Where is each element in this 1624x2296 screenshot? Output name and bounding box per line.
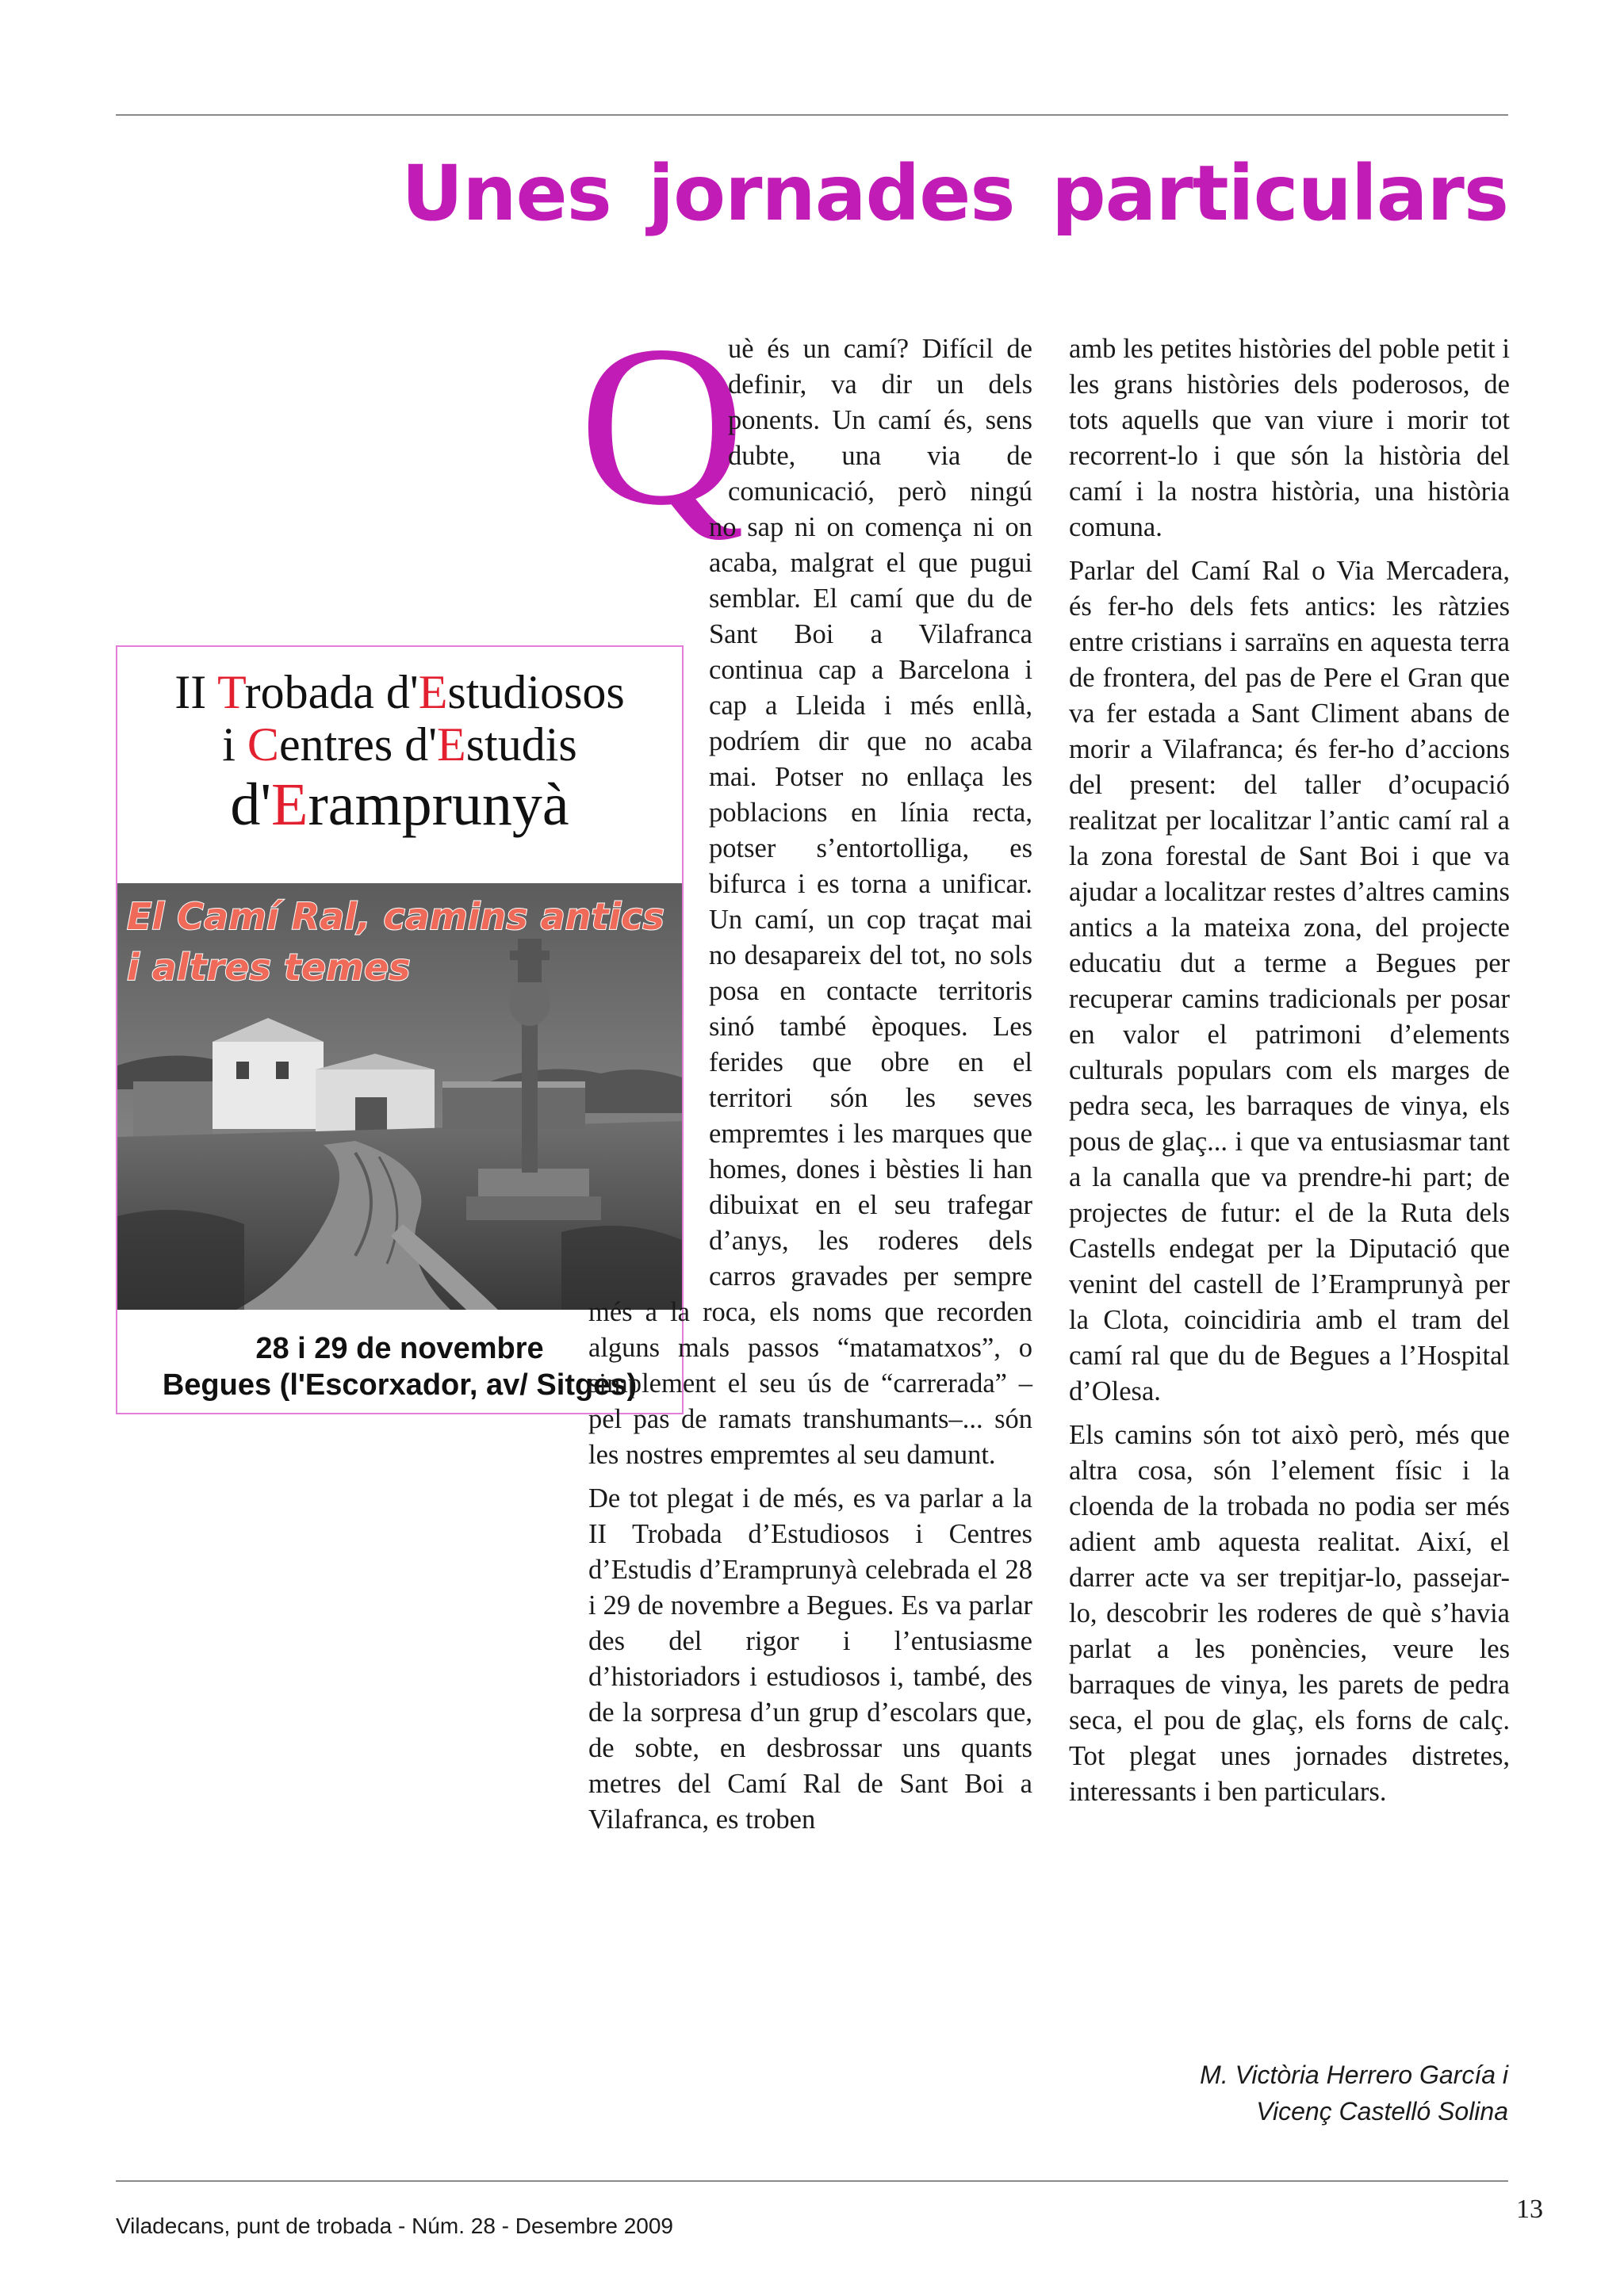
publication-footer: Viladecans, punt de trobada - Núm. 28 - Desembre 2009 — [116, 2214, 674, 2238]
drop-cap-spacer — [588, 331, 728, 498]
poster-title-initial: E — [418, 666, 448, 718]
poster-title-initial: E — [437, 718, 466, 771]
poster-venue: Begues (l'Escorxador, av/ Sitges) — [162, 1368, 638, 1402]
poster-title-text: studis — [465, 718, 577, 771]
poster-title-text: entres d' — [278, 718, 438, 771]
drop-cap: Q — [579, 298, 745, 553]
author-line: Vicenç Castelló Solina — [1256, 2097, 1508, 2126]
article-column-middle — [588, 331, 1032, 1838]
poster-title-text: robada d' — [244, 666, 419, 718]
poster-title-text: d' — [230, 771, 272, 838]
poster-subtitle-line: i altres temes — [127, 946, 411, 989]
article-signature — [1200, 2057, 1508, 2130]
poster-date: 28 i 29 de novembre — [255, 1332, 544, 1365]
article-paragraph: De tot plegat i de més, es va parlar a la II Trobada d’Estudiosos i Centres d’Estudis d’Eramprunyà celebrada el 28 i 29 de novembre a Begues. Es va parlar des del rigor i l’entusiasme d’historiadors i estudiosos i, també, des de la sorpresa d’un grup d’escolars que, de sobte, en desbrossar uns quants metres del Camí Ral de Sant Boi a Vilafranca, es troben — [588, 1483, 1032, 1835]
article-paragraph: Parlar del Camí Ral o Via Mercadera, és fer-ho dels fets antics: les ràtzies entre cristians i sarraïns en aquesta terra de frontera, del pas de Pere el Gran que va fer estada a Sant Climent abans de morir a Vilafranca; és fer-ho d’accions del present: del taller d’ocupació realitzat per localitzar l’antic camí ral a la zona forestal de Sant Boi i que va ajudar a localitzar restes d’altres camins antics a la mateixa zona, del projecte educatiu dut a terme a Begues per recuperar camins tradicionals per posar en valor el patrimoni d’elements culturals populars com els marges de pedra seca, les barraques de vinya, els pous de glaç... i que va entusiasmar tant a la canalla que va prendre-hi part; de projectes de futur: el de la Ruta dels Castells endegat per la Diputació que venint del castell de l’Eramprunyà per la Clota, coincidiria amb el tram del camí ral que du de Begues a l’Hospital d’Olesa. — [1069, 556, 1510, 1406]
bottom-rule — [116, 2180, 1508, 2182]
poster-title-initial: E — [271, 771, 308, 838]
article-paragraph: amb les petites històries del poble petit i les grans històries dels poderosos, de tots aquells que van viure i morir tot recorrent-lo i que són la història del camí i la nostra història, una història comuna. — [1069, 334, 1510, 542]
poster-title-text: II — [174, 666, 218, 718]
article-paragraph: Els camins són tot això però, més que altra cosa, són l’element físic i la cloenda de la trobada no podia ser més adient amb aquesta realitat. Així, el darrer acte va ser trepitjar-lo, passejar-lo, descobrir les roderes de què s’havia parlat a les ponències, veure les barraques de vinya, les parets de pedra seca, el pou de glaç, els forns de calç. Tot plegat unes jornades distretes, interessants i ben particulars. — [1069, 1420, 1510, 1807]
poster-title-text: ramprunyà — [308, 771, 569, 838]
article-title: Unes jornades particulars — [401, 149, 1508, 238]
poster-title-text: studiosos — [447, 666, 625, 718]
page-number: 13 — [1516, 2195, 1543, 2224]
poster-title-initial: T — [217, 666, 245, 718]
article-paragraph: uè és un camí? Difícil de definir, va dir un dels ponents. Un camí és, sens dubte, una via de comunicació, però ningú no sap ni on comença ni on acaba, malgrat el que pugui semblar. El camí que du de Sant Boi a Vilafranca continua cap a Barcelona i cap a Lleida i més enllà, podríem dir que no acaba mai. Potser no enllaça les poblacions en línia recta, potser s’entortolliga, es bifurca i es torna a unificar. Un camí, un cop traçat mai no desapareix del tot, no sols posa en contacte territoris sinó també èpoques. Les ferides que obre en el territori són les seves empremtes i les marques que homes, dones i bèsties li han dibuixat en el seu trafegar d’anys, les roderes dels carros gravades per sempre més a la roca, els noms que recorden alguns mals passos “matamatxos”, o simplement el seu ús de “carrerada” –pel pas de ramats transhumants–... són les nostres empremtes al seu damunt. — [588, 334, 1032, 1470]
poster-subtitle-line: El Camí Ral, camins antics — [127, 895, 665, 938]
author-line: M. Victòria Herrero García i — [1200, 2061, 1508, 2089]
poster-title-text: i — [222, 718, 247, 771]
top-rule — [116, 114, 1508, 116]
poster-spacer — [588, 498, 709, 1283]
poster-title-initial: C — [247, 718, 279, 771]
article-column-right — [1069, 331, 1510, 1810]
